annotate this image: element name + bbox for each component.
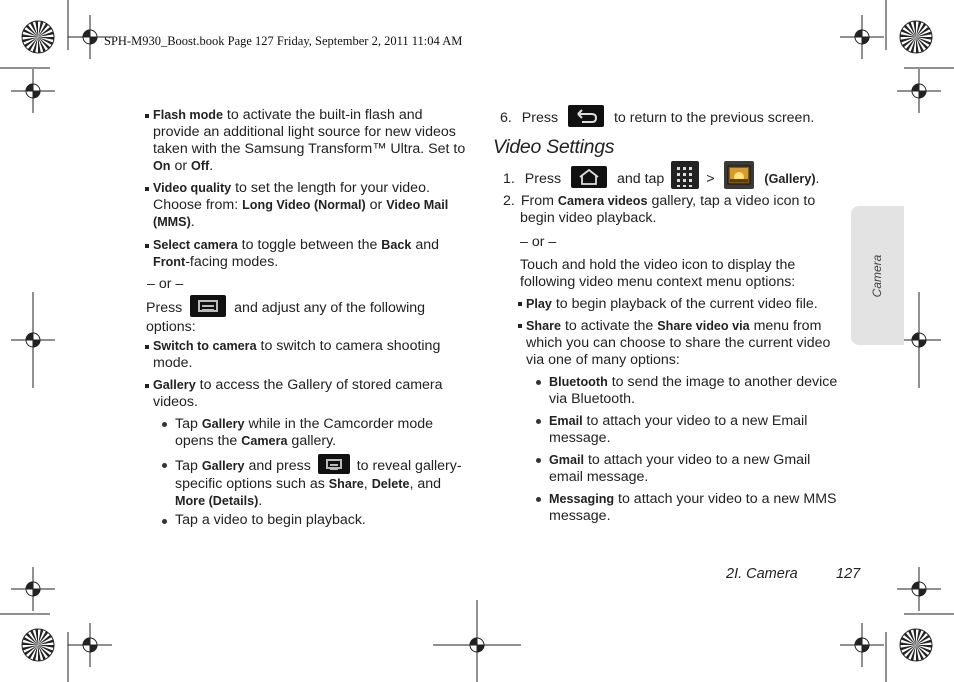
bluetooth-item: Bluetooth to send the image to another device via Bluetooth. — [549, 374, 838, 407]
email-item: Email to attach your video to a new Email message. — [549, 413, 808, 446]
share-item: Share to activate the Share video via menu from which you can choose to share the current video via one of many options: — [526, 318, 831, 368]
book-header: SPH-M930_Boost.book Page 127 Friday, September 2, 2011 11:04 AM — [104, 34, 463, 48]
footer-section: 2I. Camera — [726, 566, 798, 582]
section-title: Video Settings — [493, 136, 615, 158]
gallery-subitem-1: Tap Gallery while in the Camcorder mode opens the Camera gallery. — [175, 416, 434, 449]
registration-star-target — [900, 21, 932, 53]
select-camera-item: Select camera to toggle between the Back and Front-facing modes. — [153, 237, 440, 270]
messaging-item: Messaging to attach your video to a new MMS message. — [549, 491, 837, 524]
registration-star-target — [900, 629, 932, 661]
switch-camera-item: Switch to camera to switch to camera shooting mode. — [153, 338, 441, 371]
chapter-side-tab: Camera — [851, 206, 904, 345]
registration-star-target — [22, 21, 54, 53]
crosshair-mark — [11, 567, 55, 611]
crosshair-mark — [68, 623, 112, 667]
gallery-icon — [724, 161, 754, 189]
menu-button-icon — [190, 295, 226, 317]
touch-hold-text: Touch and hold the video icon to display the following video menu context menu options: — [520, 257, 796, 290]
crosshair-mark — [897, 567, 941, 611]
gallery-subitem-2: Tap Gallery and press to reveal gallery- specific options such as Share, Delete, and More (Details). — [175, 456, 462, 510]
crosshair-mark — [11, 69, 55, 113]
step-1: 1. Press and tap > (Gallery). — [503, 165, 819, 193]
step-2: 2. From Camera videos gallery, tap a video icon to begin video playback. — [503, 193, 816, 226]
footer-page-number: 127 — [836, 566, 861, 582]
gallery-subitem-3: Tap a video to begin playback. — [175, 512, 366, 528]
crosshair-mark — [840, 15, 884, 59]
back-button-icon — [568, 105, 604, 127]
crosshair-mark — [897, 69, 941, 113]
home-button-icon — [571, 166, 607, 188]
press-menu-line: Press and adjust any of the following options: — [146, 297, 425, 336]
play-item: Play to begin playback of the current video file. — [526, 296, 818, 312]
step-6: 6. Press to return to the previous screen. — [500, 107, 814, 129]
menu-button-icon — [318, 454, 350, 474]
gmail-item: Gmail to attach your video to a new Gmail email message. — [549, 452, 811, 485]
flash-mode-item: Flash mode to activate the built-in flash and provide an additional light source for new videos taken with the Samsung Transform™ Ultra. Set to On or Off. — [153, 107, 466, 174]
or-divider-right: – or – — [520, 234, 557, 250]
video-quality-item: Video quality to set the length for your video. Choose from: Long Video (Normal) or Video Mail (MMS). — [153, 180, 449, 230]
crosshair-mark — [840, 623, 884, 667]
gallery-item: Gallery to access the Gallery of stored camera videos. — [153, 377, 443, 410]
registration-star-target — [22, 629, 54, 661]
or-divider: – or – — [147, 276, 184, 292]
apps-grid-icon — [671, 161, 699, 189]
